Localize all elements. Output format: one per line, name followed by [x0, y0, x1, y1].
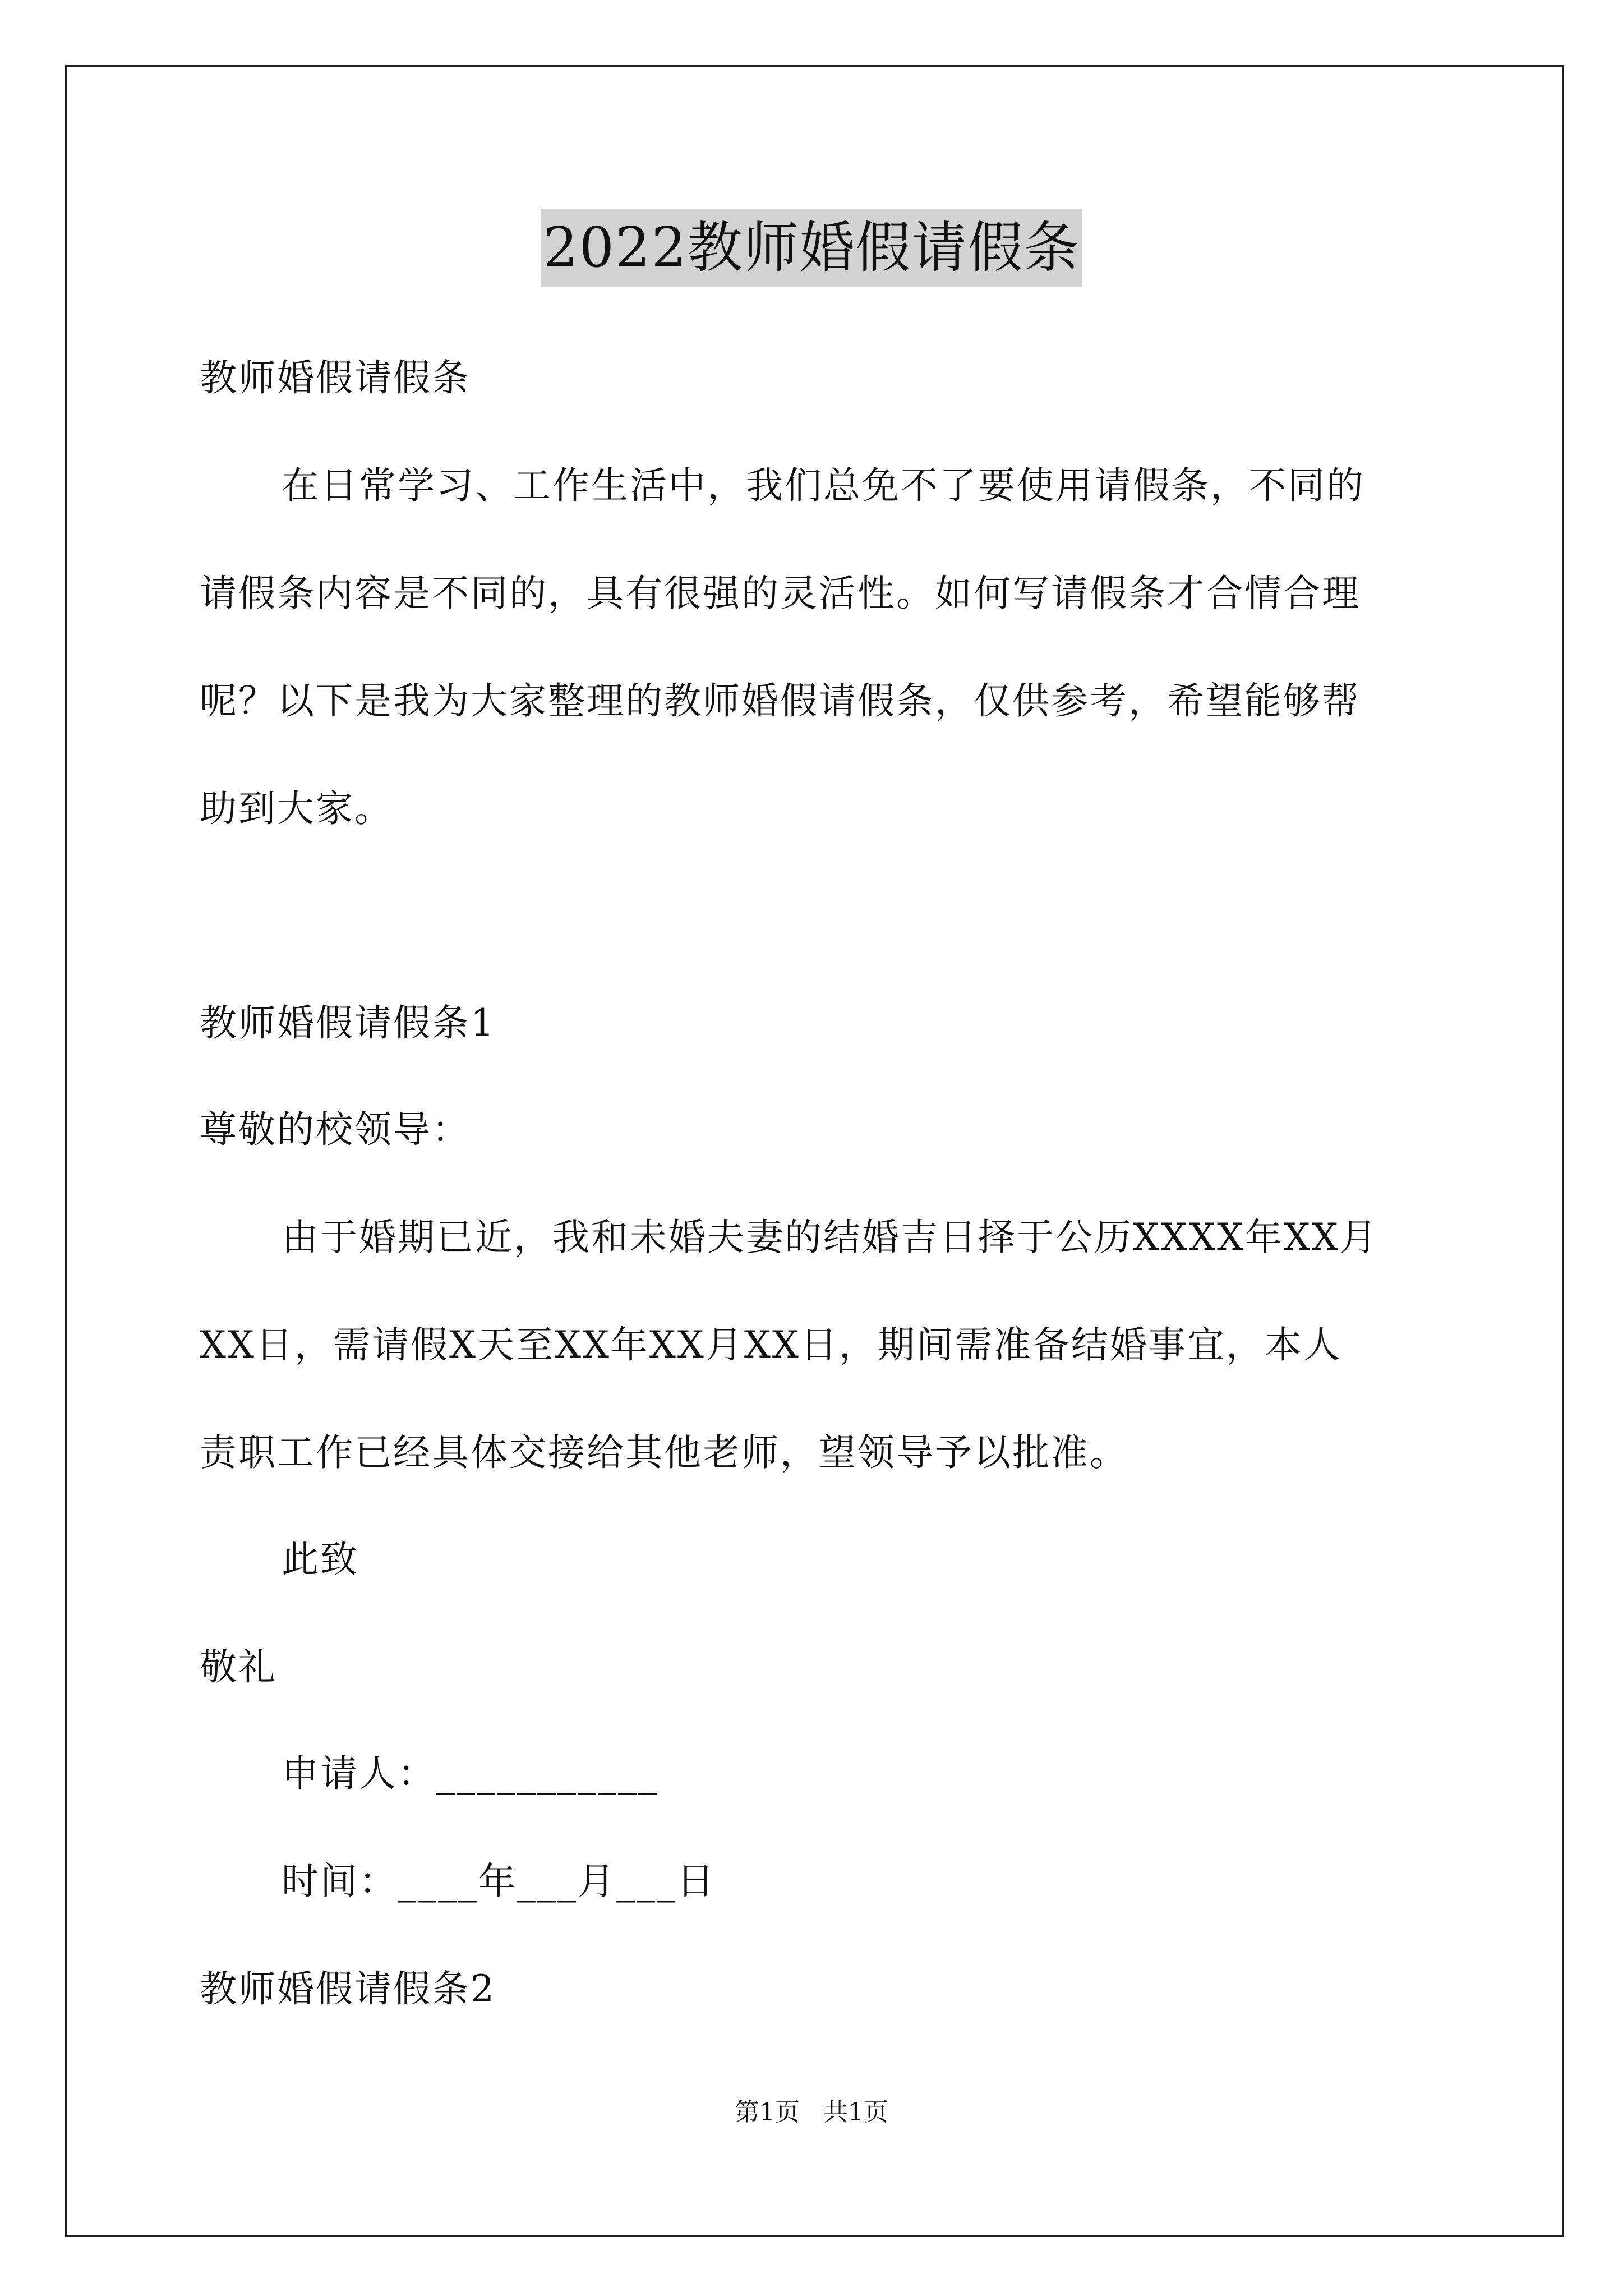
intro-paragraph-line-1: 在日常学习、工作生活中，我们总免不了要使用请假条，不同的 [282, 464, 1365, 507]
letter1-date: 时间：____年___月___日 [282, 1860, 716, 1903]
letter1-salutation: 尊敬的校领导： [200, 1108, 471, 1151]
letter1-body-line-2: XX日，需请假X天至XX年XX月XX日，期间需准备结婚事宜，本人 [200, 1323, 1342, 1366]
letter1-applicant: 申请人：___________ [282, 1752, 658, 1795]
letter1-closing-1: 此致 [282, 1538, 359, 1581]
letter2-heading: 教师婚假请假条2 [200, 1967, 496, 2010]
letter1-body-line-3: 责职工作已经具体交接给其他老师，望领导予以批准。 [200, 1431, 1128, 1474]
intro-paragraph-line-2: 请假条内容是不同的，具有很强的灵活性。如何写请假条才合情合理 [200, 572, 1361, 615]
title-container [0, 209, 1623, 287]
letter1-heading: 教师婚假请假条1 [200, 1001, 496, 1045]
letter1-closing-2: 敬礼 [200, 1645, 277, 1688]
document-title: 2022教师婚假请假条 [541, 209, 1082, 287]
intro-heading: 教师婚假请假条 [200, 356, 471, 399]
intro-paragraph-line-3: 呢？以下是我为大家整理的教师婚假请假条，仅供参考，希望能够帮 [200, 679, 1361, 723]
letter1-body-line-1: 由于婚期已近，我和未婚夫妻的结婚吉日择于公历XXXX年XX月 [282, 1216, 1378, 1259]
page-footer: 第1页 共1页 [735, 2098, 888, 2127]
intro-paragraph-line-4: 助到大家。 [200, 787, 393, 830]
